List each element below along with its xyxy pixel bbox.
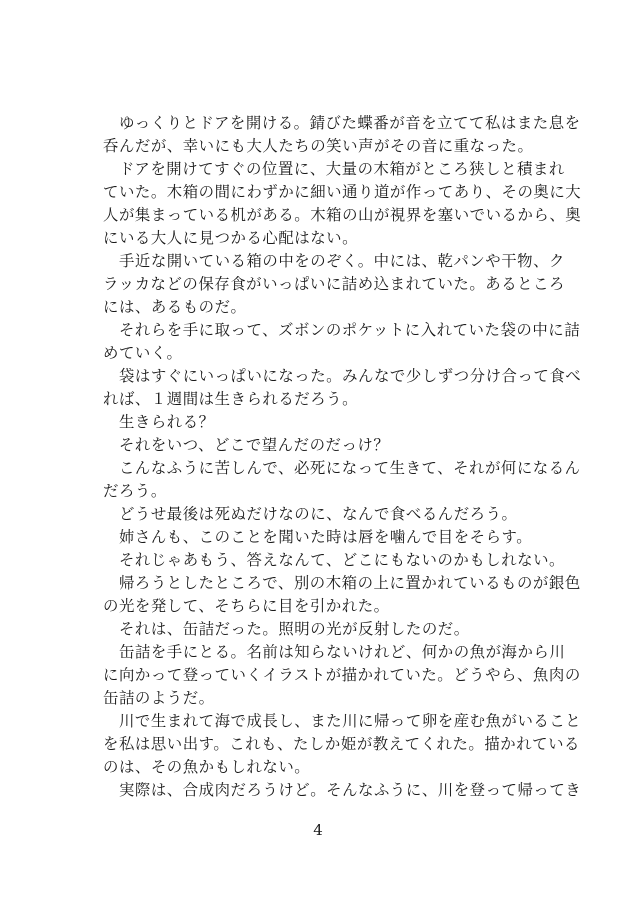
text-line: どうせ最後は死ぬだけなのに、なんで食べるんだろう。 [103,505,518,523]
text-line: 袋はすぐにいっぱいになった。みんなで少しずつ分け合って食べ [103,367,582,385]
text-line: 缶詰を手にとる。名前は知らないけれど、何かの魚が海から川 [103,643,566,661]
text-line: 手近な開いている箱の中をのぞく。中には、乾パンや干物、ク [103,252,565,270]
text-line: だろう。 [103,482,167,500]
text-line: 呑んだが、幸いにも大人たちの笑い声がその音に重なった。 [103,137,534,155]
body-text [103,112,582,802]
text-line: こんなふうに苦しんで、必死になって生きて、それが何になるん [103,459,581,477]
text-line: 生きられる？ [103,413,215,431]
text-line: 缶詰のようだ。 [103,689,215,707]
page-number: 4 [313,821,323,839]
text-line: を私は思い出す。これも、たしか姫が教えてくれた。描かれている [103,735,580,753]
text-line: それらを手に取って、ズボンのポケットに入れていた袋の中に詰 [103,321,581,339]
text-line: には、あるものだ。 [103,298,247,316]
text-line: にいる大人に見つかる心配はない。 [103,229,359,247]
text-line: めていく。 [103,344,183,362]
text-line: の光を発して、そちらに目を引かれた。 [103,597,390,615]
text-line: 実際は、合成肉だろうけど。そんなふうに、川を登って帰ってき [103,781,582,799]
text-line: それは、缶詰だった。照明の光が反射したのだ。 [103,620,470,638]
text-line: それをいつ、どこで望んだのだっけ？ [103,436,390,454]
text-line: ラッカなどの保存食がいっぱいに詰め込まれていた。あるところ [103,275,565,293]
text-line: 帰ろうとしたところで、別の木箱の上に置かれているものが銀色 [103,574,581,592]
text-line: に向かって登っていくイラストが描かれていた。どうやら、魚肉の [103,666,581,684]
text-line: 川で生まれて海で成長し、また川に帰って卵を産む魚がいること [103,712,582,730]
text-line: のは、その魚かもしれない。 [103,758,311,776]
text-line: ゆっくりとドアを開ける。錆びた蝶番が音を立てて私はまた息を [103,114,581,132]
text-line: ていた。木箱の間にわずかに細い通り道が作ってあり、その奥に大 [103,183,582,201]
text-line: れば、１週間は生きられるだろう。 [103,390,359,408]
text-line: 姉さんも、このことを聞いた時は唇を噛んで目をそらす。 [103,528,533,546]
text-line: それじゃあもう、答えなんて、どこにもないのかもしれない。 [103,551,565,569]
text-line: ドアを開けてすぐの位置に、大量の木箱がところ狭しと積まれ [103,160,565,178]
text-line: 人が集まっている机がある。木箱の山が視界を塞いでいるから、奥 [103,206,582,224]
